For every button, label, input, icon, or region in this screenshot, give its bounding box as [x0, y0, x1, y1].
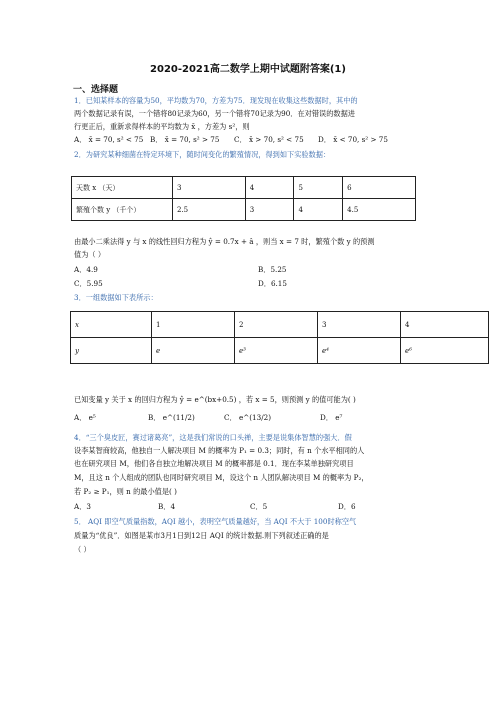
q5-line-1-text: 5． AQI 即空气质量指数，AQI 越小，表明空气质量越好，当 AQI 不大于 100时称空气: [74, 517, 357, 526]
table-cell: 4: [401, 312, 489, 338]
table-cell-text: e³: [239, 346, 246, 355]
q4-option-b: B．4: [158, 502, 176, 511]
q2-after-line-1: 由最小二乘法得 y 与 x 的线性回归方程为 ŷ = 0.7x + â ，则当 x = 7 时，繁殖个数 y 的预测: [74, 237, 375, 246]
q2-after-line-2: 值为（ ）: [74, 250, 106, 259]
q4-line-5: 若 P₂ ≥ P₁，则 n 的最小值是( ): [74, 487, 177, 496]
q1-option-c: C． x̄ > 70, s² < 75: [234, 135, 304, 144]
table-cell: 3: [173, 177, 246, 199]
table-row: [72, 199, 416, 221]
q4-line-1: [74, 432, 434, 444]
q2-line: [74, 149, 434, 161]
table-cell: 繁殖个数 y （千个）: [72, 199, 173, 221]
q1-option-a: A． x̄ = 70, s² < 75: [74, 135, 144, 144]
q1-line-1: [74, 95, 434, 107]
q3-data-table: [70, 311, 489, 364]
table-cell: 3: [245, 199, 294, 221]
q3-option-c: C． e^(13/2): [224, 413, 271, 422]
table-cell: [152, 338, 235, 364]
table-cell: 6: [343, 177, 416, 199]
q3-after-line: 已知变量 y 关于 x 的回归方程为 ŷ = e^(bx+0.5) ，若 x = 5，则预测 y 的值可能为( ): [74, 395, 356, 404]
q3-option-b: B． e^(11/2): [148, 413, 195, 422]
table-cell-text: e⁴: [322, 346, 329, 355]
table-cell: 4: [294, 199, 343, 221]
q2-option-a: A．4.9: [74, 265, 98, 274]
table-cell: 1: [152, 312, 235, 338]
table-cell: [71, 338, 152, 364]
table-cell: 3: [318, 312, 401, 338]
table-row: [71, 312, 489, 338]
table-cell: [318, 338, 401, 364]
table-row: [71, 338, 489, 364]
table-cell: [401, 338, 489, 364]
q5-line-2: 质量为“优良”．如图是某市3月1日到12日 AQI 的统计数据.则下列叙述正确的是: [74, 531, 329, 540]
q5-line-3: （ ）: [74, 545, 91, 554]
page-title: 2020-2021高二数学上期中试题附答案(1): [150, 64, 346, 75]
q4-line-1-text: 4．“三个臭皮匠，赛过诸葛亮”，这是我们常说的口头禅，主要是说集体智慧的强大．假: [74, 433, 352, 442]
q4-line-4: M，且这 n 个人组成的团队也同时研究项目 M，设这个 n 人团队解决项目 M 的概率为 P₂，: [74, 473, 369, 482]
table-cell-text: y: [75, 346, 79, 355]
q1-option-b: B． x̄ = 70, s² > 75: [150, 135, 220, 144]
q4-option-d: D．6: [338, 502, 356, 511]
q3-line: [74, 292, 434, 304]
q4-line-3: 也在研究项目 M，他们各自独立地解决项目 M 的概率都是 0.1．现在李某单独研究项目: [74, 459, 354, 468]
q1-line-3: 行更正后，重新求得样本的平均数为 x̄ ，方差为 s²，则: [74, 122, 250, 131]
section-heading: 一、选择题: [73, 85, 119, 95]
table-cell-text: e⁶: [405, 346, 412, 355]
q2-line-text: 2．为研究某种细菌在特定环境下，随时间变化的繁殖情况，得到如下实验数据：: [74, 150, 331, 159]
q3-option-a: A． e⁵: [74, 413, 96, 422]
q1-option-d: D． x̄ < 70, s² > 75: [318, 135, 388, 144]
table-cell: 4: [245, 177, 294, 199]
q1-line-2: 两个数据记录有误，一个错将80记录为60，另一个错将70记录为90．在对错误的数据进: [74, 109, 355, 118]
table-cell: 天数 x （天）: [72, 177, 173, 199]
q3-option-d: D． e⁷: [320, 413, 343, 422]
q4-option-c: C．5: [250, 502, 268, 511]
table-cell: 5: [294, 177, 343, 199]
q2-option-d: D．6.15: [258, 279, 287, 288]
q2-option-c: C．5.95: [74, 279, 103, 288]
table-cell: [71, 312, 152, 338]
table-cell-text: x: [75, 320, 79, 329]
q4-option-a: A．3: [74, 502, 91, 511]
q4-line-2: 设李某智商较高，他独自一人解决项目 M 的概率为 P₁ = 0.3；同时，有 n 个水平相同的人: [74, 446, 365, 455]
table-row: [72, 177, 416, 199]
q1-line-1-text: 1．已知某样本的容量为50，平均数为70，方差为75．现发现在收集这些数据时，其中的: [74, 96, 358, 105]
table-cell: 4.5: [343, 199, 416, 221]
table-cell: 2.5: [173, 199, 246, 221]
q2-option-b: B．5.25: [258, 265, 287, 274]
q5-line-1: [74, 516, 434, 528]
table-cell: 2: [235, 312, 318, 338]
table-cell-text: e: [156, 346, 161, 355]
q3-line-text: 3．一组数据如下表所示：: [74, 293, 158, 302]
table-cell: [235, 338, 318, 364]
q2-data-table: [71, 176, 416, 221]
